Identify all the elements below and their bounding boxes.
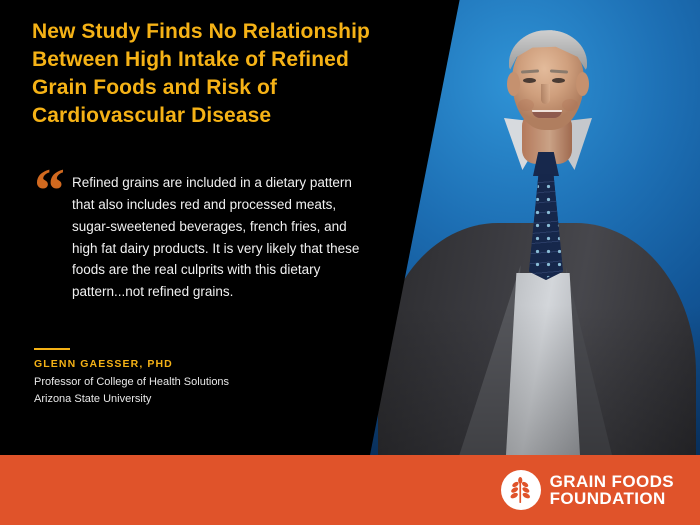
mouth (532, 110, 562, 118)
quotation-mark-icon: “ (34, 157, 63, 225)
quote-text: Refined grains are included in a dietary pattern that also includes red and processed meats, sugar-sweetened beverages, french fries, and high fat dairy products. It is very likely that these foods are the real culprits with this dietary pattern...not refined grains. (72, 175, 360, 300)
ear-right (576, 72, 589, 96)
portrait-photo (370, 0, 700, 455)
divider (34, 348, 70, 350)
brand-logo (501, 470, 674, 510)
necktie-pattern (529, 178, 563, 278)
cheek-right (562, 99, 578, 111)
page-title: New Study Finds No Relationship Between High Intake of Refined Grain Foods and Risk of Cardiovascular Disease (32, 20, 370, 127)
eye-left (523, 78, 536, 83)
dress-shirt (506, 273, 580, 455)
attribution-details (34, 374, 229, 408)
brand-logo-text (550, 473, 674, 508)
brand-logo-line1: GRAIN FOODS (549, 471, 674, 491)
wheat-stalk-icon (501, 470, 541, 510)
attribution-title: Professor of College of Health Solutions (34, 376, 230, 388)
nose (541, 84, 550, 104)
attribution-organization: Arizona State University (34, 393, 152, 406)
eye-right (552, 78, 565, 83)
attribution-name: GLENN GAESSER, PHD (34, 358, 173, 370)
footer-bar (0, 455, 700, 525)
brand-logo-line2: FOUNDATION (549, 489, 666, 508)
ear-left (507, 72, 520, 96)
